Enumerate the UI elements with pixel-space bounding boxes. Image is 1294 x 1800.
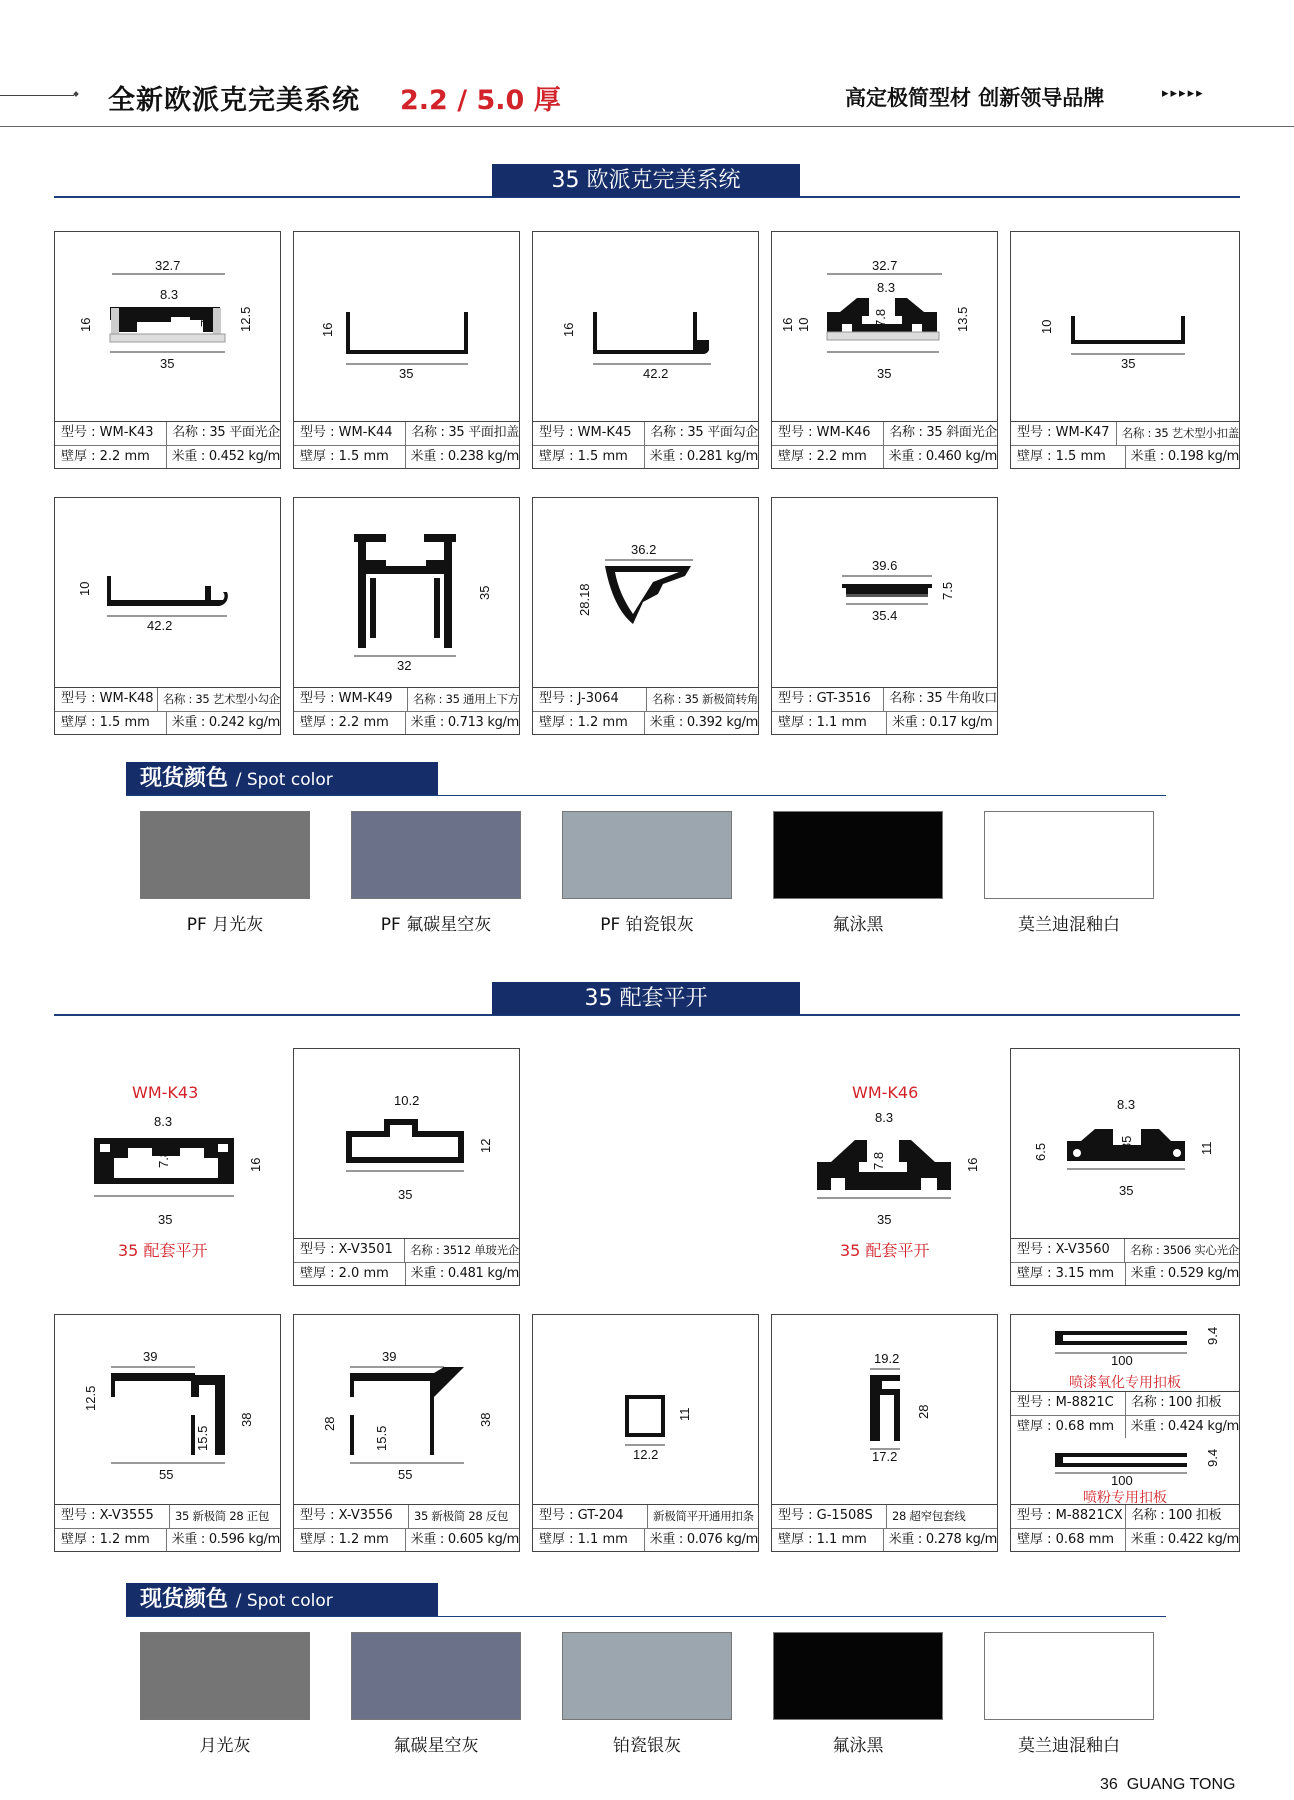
spec-table: 型号 : G-1508S 28 超窄包套线 壁厚 : 1.1 mm 米重 : 0.278 kg/m	[772, 1504, 997, 1551]
wall-thickness: 3.15 mm	[1055, 1266, 1115, 1281]
weight-per-meter: 0.278 kg/m	[925, 1532, 997, 1547]
model-number: G-1508S	[816, 1508, 873, 1523]
model-number: M-8821CX	[1055, 1508, 1123, 1523]
dim-label: 19.2	[874, 1351, 900, 1366]
wall-thickness: 1.1 mm	[816, 1532, 867, 1547]
header-dot	[73, 91, 79, 97]
weight-per-meter: 0.424 kg/m	[1167, 1419, 1239, 1434]
color-name: 铂瓷银灰	[613, 1736, 681, 1756]
spec-table: 型号 : GT-3516 名称 : 35 牛角收口 壁厚 : 1.1 mm 米重 : 0.17 kg/m	[772, 687, 997, 734]
dim-label: 7.85	[1119, 1135, 1134, 1161]
wall-thickness: 2.0 mm	[338, 1266, 389, 1281]
color-name: PF 氟碳星空灰	[380, 915, 492, 935]
profile-drawing	[533, 498, 760, 688]
wall-thickness: 0.68 mm	[1055, 1419, 1115, 1434]
wall-thickness: 1.2 mm	[577, 715, 628, 730]
product-name: 3506 实心光企	[1162, 1243, 1239, 1257]
color-swatch	[773, 811, 943, 899]
dim-label: 10	[796, 317, 811, 332]
dim-label: 16	[248, 1157, 263, 1172]
page-number: 36	[1100, 1776, 1118, 1793]
profile-drawing	[55, 232, 282, 422]
spot-color-rule-1	[126, 795, 1166, 796]
weight-per-meter: 0.242 kg/m	[208, 715, 280, 730]
color-swatch	[351, 811, 521, 899]
product-card-j-3064[interactable]	[532, 497, 759, 735]
profile-drawing	[54, 1100, 281, 1230]
dim-label: 16	[78, 317, 93, 332]
profile-drawing	[771, 1100, 998, 1230]
dim-label: 10	[1039, 319, 1054, 334]
color-swatch	[773, 1632, 943, 1720]
dim-label: 8.3	[877, 280, 896, 295]
dim-label: 15.5	[195, 1425, 210, 1451]
dim-label: 12.2	[633, 1447, 659, 1462]
spec-table: 型号 : WM-K49 名称 : 35 通用上下方 壁厚 : 2.2 mm 米重 : 0.713 kg/m	[294, 687, 519, 734]
model-number: WM-K44	[338, 425, 393, 440]
weight-per-meter: 0.460 kg/m	[925, 449, 997, 464]
weight-per-meter: 0.529 kg/m	[1167, 1266, 1239, 1281]
dim-label: 35	[1119, 1183, 1134, 1198]
dim-label: 8.3	[154, 1114, 173, 1129]
profile-drawing	[1011, 232, 1241, 422]
weight-per-meter: 0.422 kg/m	[1167, 1532, 1239, 1547]
color-swatch	[562, 1632, 732, 1720]
profile-drawing	[55, 1315, 282, 1505]
profile-drawing	[294, 498, 521, 688]
dim-label: 8.3	[160, 287, 179, 302]
dim-label: 55	[398, 1467, 413, 1482]
profile-drawing	[294, 1315, 521, 1505]
wall-thickness: 1.5 mm	[99, 715, 150, 730]
product-name: 35 新极简 28 正包	[175, 1509, 270, 1523]
color-swatch	[140, 811, 310, 899]
product-card-wm-k43[interactable]	[54, 231, 281, 469]
model-number: J-3064	[577, 691, 619, 706]
model-number: M-8821C	[1055, 1395, 1114, 1410]
weight-per-meter: 0.392 kg/m	[686, 715, 758, 730]
dim-label: 28	[322, 1416, 337, 1431]
product-card-gt-204[interactable]	[532, 1314, 759, 1552]
model-number: WM-K49	[338, 691, 393, 706]
page-title-thickness: 2.2 / 5.0 厚	[400, 85, 561, 116]
product-card-wm-k45[interactable]	[532, 231, 759, 469]
product-name: 35 牛角收口	[926, 691, 997, 706]
color-name: 月光灰	[199, 1736, 251, 1756]
product-name: 28 超窄包套线	[892, 1509, 966, 1523]
color-swatch	[140, 1632, 310, 1720]
dim-label: 7.8	[198, 308, 213, 327]
wall-thickness: 2.2 mm	[816, 449, 867, 464]
weight-per-meter: 0.17 kg/m	[929, 715, 993, 730]
brand-name: GUANG TONG	[1126, 1776, 1236, 1793]
product-card-wm-k44[interactable]	[293, 231, 520, 469]
split-caption: 喷粉专用扣板	[1083, 1490, 1167, 1506]
wall-thickness: 2.2 mm	[338, 715, 389, 730]
spec-table: 型号 : J-3064 名称 : 35 新极简转角 壁厚 : 1.2 mm 米重 : 0.392 kg/m	[533, 687, 758, 734]
dim-label: 35.4	[872, 608, 898, 623]
featured-caption: 35 配套平开	[118, 1241, 208, 1260]
spec-table: 型号 : GT-204 新极简平开通用扣条 壁厚 : 1.1 mm 米重 : 0.076 kg/m	[533, 1504, 758, 1551]
header-rule-short	[0, 95, 74, 96]
weight-per-meter: 0.198 kg/m	[1167, 449, 1239, 464]
dim-label: 7.8	[871, 1151, 886, 1170]
model-number: WM-K46	[816, 425, 871, 440]
dim-label: 100	[1111, 1353, 1133, 1368]
model-number: X-V3501	[338, 1242, 393, 1257]
dim-label: 35	[399, 366, 414, 381]
dim-label: 38	[239, 1412, 254, 1427]
spec-table: 型号 : M-8821CX 名称 : 100 扣板 壁厚 : 0.68 mm 米重 : 0.422 kg/m	[1011, 1504, 1239, 1551]
dim-label: 8.3	[875, 1110, 894, 1125]
dim-label: 7.8	[873, 308, 888, 327]
spec-table: 型号 : X-V3560 名称 : 3506 实心光企 壁厚 : 3.15 mm 米重 : 0.529 kg/m	[1011, 1238, 1239, 1285]
featured-model: WM-K43	[132, 1083, 199, 1102]
dim-label: 16	[320, 322, 335, 337]
spec-table: 型号 : X-V3556 35 新极简 28 反包 壁厚 : 1.2 mm 米重 : 0.605 kg/m	[294, 1504, 519, 1551]
spec-table: 型号 : X-V3501 名称 : 3512 单玻光企 壁厚 : 2.0 mm 米重 : 0.481 kg/m	[294, 1238, 519, 1285]
page-title: 全新欧派克完美系统	[108, 85, 360, 116]
spec-table: 型号 : WM-K44 名称 : 35 平面扣盖 壁厚 : 1.5 mm 米重 : 0.238 kg/m	[294, 421, 519, 468]
profile-drawing	[772, 1315, 999, 1505]
dim-label: 42.2	[147, 618, 173, 633]
color-name: PF 月光灰	[186, 915, 264, 935]
product-name: 35 平面勾企	[687, 425, 758, 440]
weight-per-meter: 0.452 kg/m	[208, 449, 280, 464]
color-swatch	[562, 811, 732, 899]
dim-label: 11	[1199, 1141, 1214, 1155]
weight-per-meter: 0.076 kg/m	[686, 1532, 758, 1547]
product-name: 35 平面扣盖	[448, 425, 519, 440]
color-swatch	[984, 811, 1154, 899]
dim-label: 32.7	[155, 258, 181, 273]
dim-label: 35	[160, 356, 175, 371]
profile-drawing	[772, 232, 999, 422]
product-card-wm-k46[interactable]	[771, 231, 998, 469]
product-name: 3512 单玻光企	[442, 1243, 519, 1257]
product-name: 新极简平开通用扣条	[653, 1509, 754, 1523]
dim-label: 35	[398, 1187, 413, 1202]
wall-thickness: 1.1 mm	[816, 715, 867, 730]
dim-label: 15.5	[374, 1425, 389, 1451]
weight-per-meter: 0.481 kg/m	[447, 1266, 519, 1281]
arrows-icon: ▸▸▸▸▸	[1162, 86, 1205, 101]
dim-label: 39.6	[872, 558, 898, 573]
profile-drawing	[294, 1049, 521, 1239]
dim-label: 35	[877, 366, 892, 381]
color-swatch	[984, 1632, 1154, 1720]
model-number: X-V3555	[99, 1508, 154, 1523]
product-name: 100 扣板	[1168, 1395, 1222, 1410]
profile-drawing	[55, 498, 282, 688]
wall-thickness: 1.5 mm	[577, 449, 628, 464]
color-name: PF 铂瓷银灰	[600, 915, 694, 935]
product-name: 35 平面光企	[209, 425, 280, 440]
dim-label: 35	[477, 585, 492, 600]
wall-thickness: 1.2 mm	[99, 1532, 150, 1547]
spec-table: 型号 : WM-K43 名称 : 35 平面光企 壁厚 : 2.2 mm 米重 : 0.452 kg/m	[55, 421, 280, 468]
model-number: GT-204	[577, 1508, 624, 1523]
product-card-wm-k49[interactable]	[293, 497, 520, 735]
profile-drawing	[772, 498, 999, 688]
header-divider	[0, 126, 1294, 127]
dim-label: 36.2	[631, 542, 657, 557]
dim-label: 16	[561, 322, 576, 337]
spot-color-title-1: 现货颜色 / Spot color	[126, 762, 438, 795]
dim-label: 38	[478, 1412, 493, 1427]
color-name: 氟泳黑	[832, 915, 884, 935]
product-card-g-1508s[interactable]	[771, 1314, 998, 1552]
dim-label: 12.5	[83, 1385, 98, 1411]
spot-color-rule-2	[126, 1616, 1166, 1617]
dim-label: 32.7	[872, 258, 898, 273]
product-card-wm-k47[interactable]	[1010, 231, 1240, 469]
product-name: 35 新极简转角	[684, 692, 758, 706]
dim-label: 8.3	[1117, 1097, 1136, 1112]
dim-label: 35	[158, 1212, 173, 1227]
dim-label: 7.8	[156, 1149, 171, 1168]
profile-drawing	[533, 1315, 760, 1505]
model-number: GT-3516	[816, 691, 871, 706]
dim-label: 10	[77, 581, 92, 596]
spot-color-title-2: 现货颜色 / Spot color	[126, 1583, 438, 1616]
dim-label: 32	[397, 658, 412, 673]
dim-label: 9.4	[1205, 1326, 1220, 1345]
model-number: X-V3560	[1055, 1242, 1110, 1257]
dim-label: 35	[1121, 356, 1136, 371]
dim-label: 11	[677, 1407, 692, 1421]
dim-label: 55	[159, 1467, 174, 1482]
dim-label: 39	[143, 1349, 158, 1364]
spec-table: 型号 : WM-K45 名称 : 35 平面勾企 壁厚 : 1.5 mm 米重 : 0.281 kg/m	[533, 421, 758, 468]
product-card-wm-k48[interactable]	[54, 497, 281, 735]
dim-label: 28.18	[577, 583, 592, 616]
product-card-x-v3556[interactable]	[293, 1314, 520, 1552]
spec-table: 型号 : WM-K48 名称 : 35 艺术型小勾企 壁厚 : 1.5 mm 米重 : 0.242 kg/m	[55, 687, 280, 734]
spec-table: 型号 : WM-K46 名称 : 35 斜面光企 壁厚 : 2.2 mm 米重 : 0.460 kg/m	[772, 421, 997, 468]
product-card-gt-3516[interactable]	[771, 497, 998, 735]
weight-per-meter: 0.281 kg/m	[686, 449, 758, 464]
dim-label: 16	[780, 317, 795, 332]
dim-label: 42.2	[643, 366, 669, 381]
dim-label: 28	[916, 1404, 931, 1419]
page-footer	[1100, 1776, 1235, 1794]
product-card-x-v3555[interactable]	[54, 1314, 281, 1552]
product-card-x-v3501[interactable]	[293, 1048, 520, 1286]
spec-table: 型号 : M-8821C 名称 : 100 扣板 壁厚 : 0.68 mm 米重 : 0.424 kg/m	[1011, 1391, 1239, 1438]
wall-thickness: 0.68 mm	[1055, 1532, 1115, 1547]
color-name: 莫兰迪混釉白	[1018, 915, 1120, 935]
model-number: X-V3556	[338, 1508, 393, 1523]
wall-thickness: 1.1 mm	[577, 1532, 628, 1547]
dim-label: 6.5	[1033, 1142, 1048, 1161]
section-1-title: 35 欧派克完美系统	[492, 164, 800, 197]
product-name: 35 斜面光企	[926, 425, 997, 440]
wall-thickness: 1.5 mm	[1055, 449, 1106, 464]
dim-label: 12	[478, 1138, 493, 1153]
product-name: 35 新极简 28 反包	[414, 1509, 509, 1523]
weight-per-meter: 0.713 kg/m	[447, 715, 519, 730]
dim-label: 16	[965, 1157, 980, 1172]
featured-model: WM-K46	[852, 1083, 919, 1102]
color-swatch	[351, 1632, 521, 1720]
wall-thickness: 1.2 mm	[338, 1532, 389, 1547]
dim-label: 17.2	[872, 1449, 898, 1464]
color-name: 氟碳星空灰	[393, 1736, 479, 1756]
section-2-title: 35 配套平开	[492, 982, 800, 1015]
product-name: 100 扣板	[1168, 1508, 1222, 1523]
dim-label: 39	[382, 1349, 397, 1364]
product-name: 35 艺术型小勾企	[195, 692, 280, 706]
model-number: WM-K45	[577, 425, 632, 440]
model-number: WM-K48	[99, 691, 154, 706]
wall-thickness: 1.5 mm	[338, 449, 389, 464]
weight-per-meter: 0.596 kg/m	[208, 1532, 280, 1547]
dim-label: 13.5	[955, 306, 970, 332]
model-number: WM-K43	[99, 425, 154, 440]
color-name: 氟泳黑	[832, 1736, 884, 1756]
dim-label: 12.5	[238, 306, 253, 332]
wall-thickness: 2.2 mm	[99, 449, 150, 464]
color-name: 莫兰迪混釉白	[1018, 1736, 1120, 1756]
profile-drawing	[533, 232, 760, 422]
dim-label: 35	[877, 1212, 892, 1227]
model-number: WM-K47	[1055, 425, 1110, 440]
header-slogan: 高定极简型材 创新领导品牌	[845, 86, 1105, 110]
dim-label: 9.4	[1205, 1448, 1220, 1467]
product-card-x-v3560[interactable]	[1010, 1048, 1240, 1286]
product-card-m-8821[interactable]	[1010, 1314, 1240, 1552]
dim-label: 10.2	[394, 1093, 420, 1108]
split-caption: 喷漆氧化专用扣板	[1069, 1375, 1181, 1391]
weight-per-meter: 0.238 kg/m	[447, 449, 519, 464]
weight-per-meter: 0.605 kg/m	[447, 1532, 519, 1547]
spec-table: 型号 : X-V3555 35 新极简 28 正包 壁厚 : 1.2 mm 米重 : 0.596 kg/m	[55, 1504, 280, 1551]
dim-label: 100	[1111, 1473, 1133, 1488]
profile-drawing	[1011, 1049, 1241, 1239]
dim-label: 7.5	[940, 581, 955, 600]
featured-caption: 35 配套平开	[840, 1241, 930, 1260]
product-name: 35 艺术型小扣盖	[1154, 426, 1239, 440]
spec-table: 型号 : WM-K47 名称 : 35 艺术型小扣盖 壁厚 : 1.5 mm 米重 : 0.198 kg/m	[1011, 421, 1239, 468]
product-name: 35 通用上下方	[445, 692, 519, 706]
profile-drawing	[294, 232, 521, 422]
